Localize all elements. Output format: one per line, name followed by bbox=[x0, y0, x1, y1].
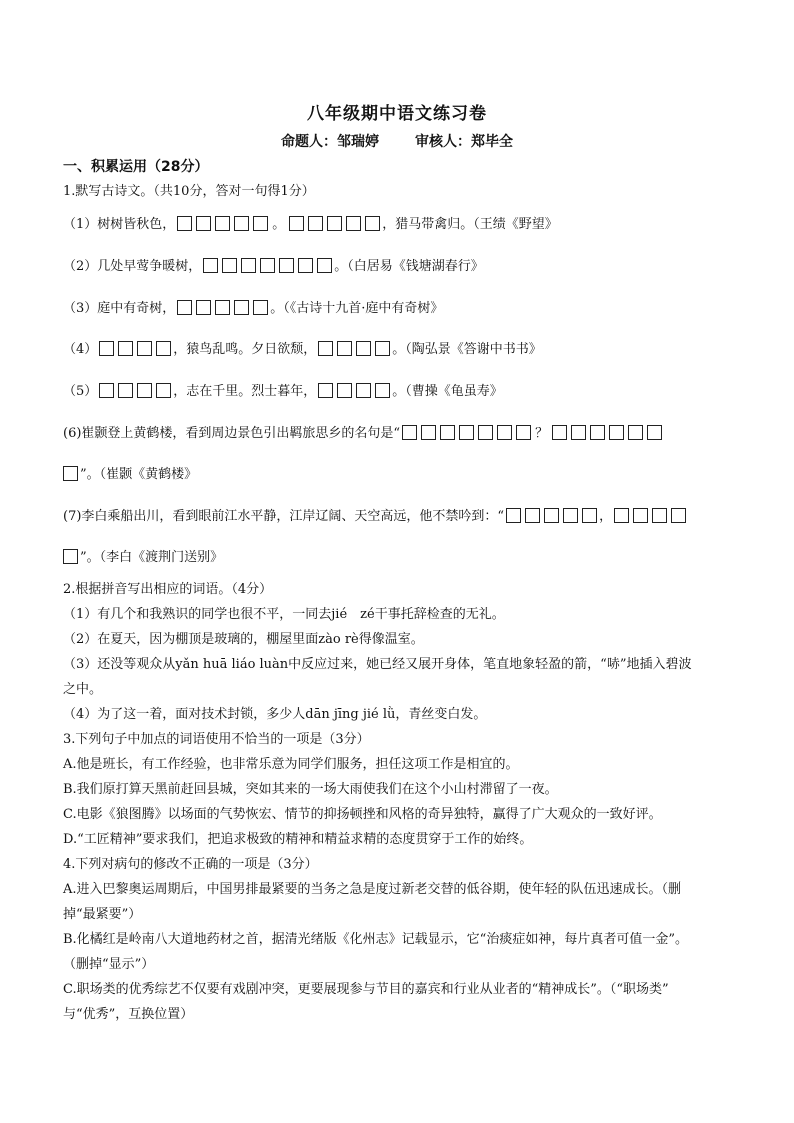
answer-boxes[interactable] bbox=[175, 300, 270, 318]
answer-boxes[interactable] bbox=[504, 508, 599, 526]
question-1-item-5: （5） ，志在千里。烈士暮年， 。（曹操《龟虽寿》 bbox=[63, 384, 503, 399]
question-3-stem: 3.下列句子中加点的词语使用不恰当的一项是（3分） bbox=[63, 732, 370, 747]
answer-boxes[interactable] bbox=[550, 425, 664, 443]
reviewer-label: 审核人：郑毕全 bbox=[415, 134, 513, 150]
answer-boxes[interactable] bbox=[63, 466, 80, 484]
answer-boxes[interactable] bbox=[612, 508, 688, 526]
question-3-option-a: A.他是班长，有工作经验，也非常乐意为同学们服务，担任这项工作是相宜的。 bbox=[63, 757, 519, 772]
question-4-option-a-cont: 掉“最紧要”） bbox=[63, 907, 142, 922]
question-1-item-4: （4） ，猿鸟乱鸣。夕日欲颓， 。（陶弘景《答谢中书书》 bbox=[63, 342, 542, 357]
section-heading: 一、积累运用（28分） bbox=[63, 159, 209, 175]
question-3-option-c: C.电影《狼图腾》以场面的气势恢宏、情节的抑扬顿挫和风格的奇异独特，赢得了广大观众的一致好评。 bbox=[63, 807, 662, 822]
question-2-item-3: （3）还没等观众从yǎn huā liáo luàn中反应过来，她已经又展开身体，笔直地象轻盈的箭，“哧”地插入碧波 bbox=[63, 657, 692, 672]
question-4-option-a: A.进入巴黎奥运周期后，中国男排最紧要的当务之急是度过新老交替的低谷期，使年轻的队伍迅速成长。（删 bbox=[63, 882, 682, 897]
question-4-option-c-cont: 与“优秀”，互换位置） bbox=[63, 1007, 194, 1022]
question-2-stem: 2.根据拼音写出相应的词语。（4分） bbox=[63, 582, 273, 597]
question-2-item-3-cont: 之中。 bbox=[63, 682, 103, 697]
answer-boxes[interactable] bbox=[287, 216, 382, 234]
answer-boxes[interactable] bbox=[97, 341, 173, 359]
page-title: 八年级期中语文练习卷 bbox=[307, 104, 487, 124]
answer-boxes[interactable] bbox=[97, 383, 173, 401]
question-1-item-1: （1）树树皆秋色， 。 ，猎马带禽归。（王绩《野望》 bbox=[63, 217, 558, 232]
question-4-option-b: B.化橘红是岭南八大道地药材之首，据清光绪版《化州志》记载显示，它“治痰症如神，每片真者可值一金”。 bbox=[63, 932, 688, 947]
question-4-option-b-cont: （删掉“显示”） bbox=[63, 957, 155, 972]
question-1-item-2: （2）几处早莺争暖树， 。（白居易《钱塘湖春行》 bbox=[63, 259, 484, 274]
question-1-stem: 1.默写古诗文。（共10分，答对一句得1分） bbox=[63, 184, 315, 199]
answer-boxes[interactable] bbox=[316, 383, 392, 401]
question-1-item-6-cont: ”。（崔颢《黄鹤楼》 bbox=[63, 466, 197, 484]
question-1-item-7-cont: ”。（李白《渡荆门送别》 bbox=[63, 549, 223, 567]
answer-boxes[interactable] bbox=[175, 216, 270, 234]
question-3-option-b: B.我们原打算天黑前赶回县城，突如其来的一场大雨使我们在这个小山村滞留了一夜。 bbox=[63, 782, 558, 797]
answer-boxes[interactable] bbox=[316, 341, 392, 359]
setter-label: 命题人：邹瑞婷 bbox=[281, 134, 379, 150]
answer-boxes[interactable] bbox=[400, 425, 533, 443]
answer-boxes[interactable] bbox=[63, 549, 80, 567]
question-2-item-4: （4）为了这一着，面对技术封锁，多少人dān jīng jié lǜ，青丝变白发。 bbox=[63, 707, 487, 722]
question-2-item-1: （1）有几个和我熟识的同学也很不平，一同去jié zé干事托辞检查的无礼。 bbox=[63, 607, 505, 622]
question-1-item-6: (6)崔颢登上黄鹤楼，看到周边景色引出羁旅思乡的名句是“ ？ bbox=[63, 425, 664, 443]
question-2-item-2: （2）在夏天，因为棚顶是玻璃的，棚屋里面zào rè得像温室。 bbox=[63, 632, 424, 647]
question-1-item-7: (7)李白乘船出川，看到眼前江水平静，江岸辽阔、天空高远，他不禁吟到：“ ， bbox=[63, 508, 688, 526]
question-4-stem: 4.下列对病句的修改不正确的一项是（3分） bbox=[63, 857, 318, 872]
question-4-option-c: C.职场类的优秀综艺不仅要有戏剧冲突，更要展现参与节目的嘉宾和行业从业者的“精神成长”。（“职场类” bbox=[63, 982, 669, 997]
author-line bbox=[0, 131, 794, 151]
question-1-item-3: （3）庭中有奇树， 。（《古诗十九首·庭中有奇树》 bbox=[63, 301, 444, 316]
question-3-option-d: D.“工匠精神”要求我们，把追求极致的精神和精益求精的态度贯穿于工作的始终。 bbox=[63, 832, 533, 847]
answer-boxes[interactable] bbox=[201, 258, 334, 276]
